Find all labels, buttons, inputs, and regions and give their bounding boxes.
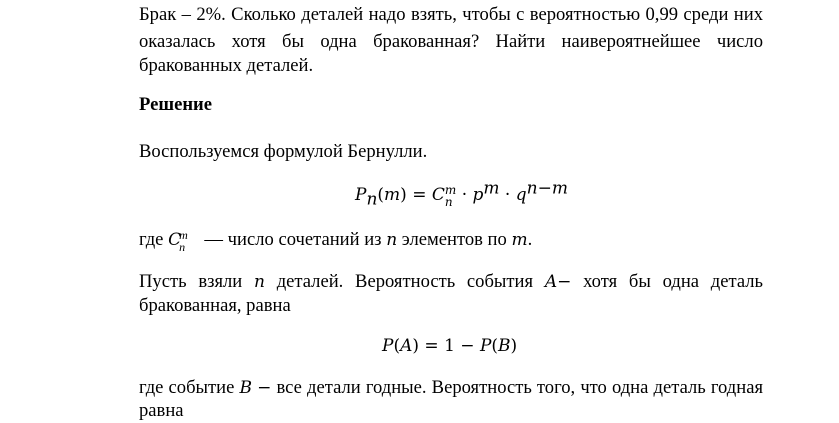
solution-intro: Воспользуемся формулой Бернулли. (139, 141, 428, 162)
para2-text-2: деталей. Вероятность события (276, 271, 534, 292)
where-symbol-n: n (386, 230, 398, 250)
where-symbol-m: m (511, 230, 528, 250)
where-text-1: — число сочетаний из (204, 229, 382, 250)
complement-formula: P(A) = 1 − P(B) (382, 336, 518, 356)
where2-symbol-B: B (239, 378, 252, 398)
complement-A: A (400, 336, 413, 356)
complement-B: B (498, 336, 511, 356)
formula-symbol-q: q (515, 185, 527, 205)
formula-combination (432, 187, 445, 204)
complement-eq: = 1 − (424, 336, 475, 356)
problem-line-2: оказалась хотя бы одна бракованная? Найти наивероятнейшее число (139, 31, 763, 52)
problem-line-3: бракованных деталей. (139, 55, 314, 76)
formula-symbol-m: m (384, 185, 401, 205)
para2-text-1: Пусть взяли (139, 271, 243, 292)
formula-dot-2: · (504, 185, 511, 205)
problem-line-1: Брак – 2%. Сколько деталей надо взять, чтобы с вероятностью 0,99 среди них (139, 4, 763, 25)
solution-heading: Решение (139, 94, 212, 115)
para2-symbol-n: n (253, 272, 265, 292)
complement-P1: P (382, 336, 394, 356)
where-sub-n: n (179, 239, 186, 254)
where-sup-m: m (179, 227, 188, 242)
formula-comb-sub: n (444, 194, 453, 209)
formula-exp-m: m (483, 178, 500, 199)
formula-symbol-C: C (431, 185, 445, 205)
where2-text-2: все детали годные. Вероятность того, что одна деталь годная (276, 377, 763, 398)
formula-exp-nm: n−m (526, 178, 568, 199)
formula-comb-sup: m (444, 182, 457, 197)
para2-text-3: хотя бы одна деталь (583, 271, 764, 292)
formula-sub-n: n (366, 189, 378, 210)
para2-line-1 (139, 270, 763, 294)
where-prefix: где (139, 229, 164, 250)
where-combination-line (139, 228, 532, 253)
where2-line-1 (139, 376, 763, 400)
where2-text-1: где событие (139, 377, 235, 398)
complement-P2: P (479, 336, 492, 356)
formula-dot-1: · (461, 185, 468, 205)
where-symbol-C: C (168, 230, 182, 251)
formula-equals: = (412, 185, 427, 205)
para2-symbol-A: A (544, 272, 558, 292)
where2-line-2: равна (139, 400, 184, 421)
para2-line-2: бракованная, равна (139, 295, 291, 316)
where-end: . (527, 229, 533, 250)
formula-symbol-p: p (472, 185, 484, 205)
where-text-2: элементов по (401, 229, 507, 250)
where2-dash: − (257, 378, 272, 398)
para2-dash: − (557, 272, 572, 292)
bernoulli-formula: $P_n(m) = C$ m n · $p^m \cdot q^{n-m}$ (355, 178, 568, 210)
formula-symbol-P: P (355, 185, 367, 205)
